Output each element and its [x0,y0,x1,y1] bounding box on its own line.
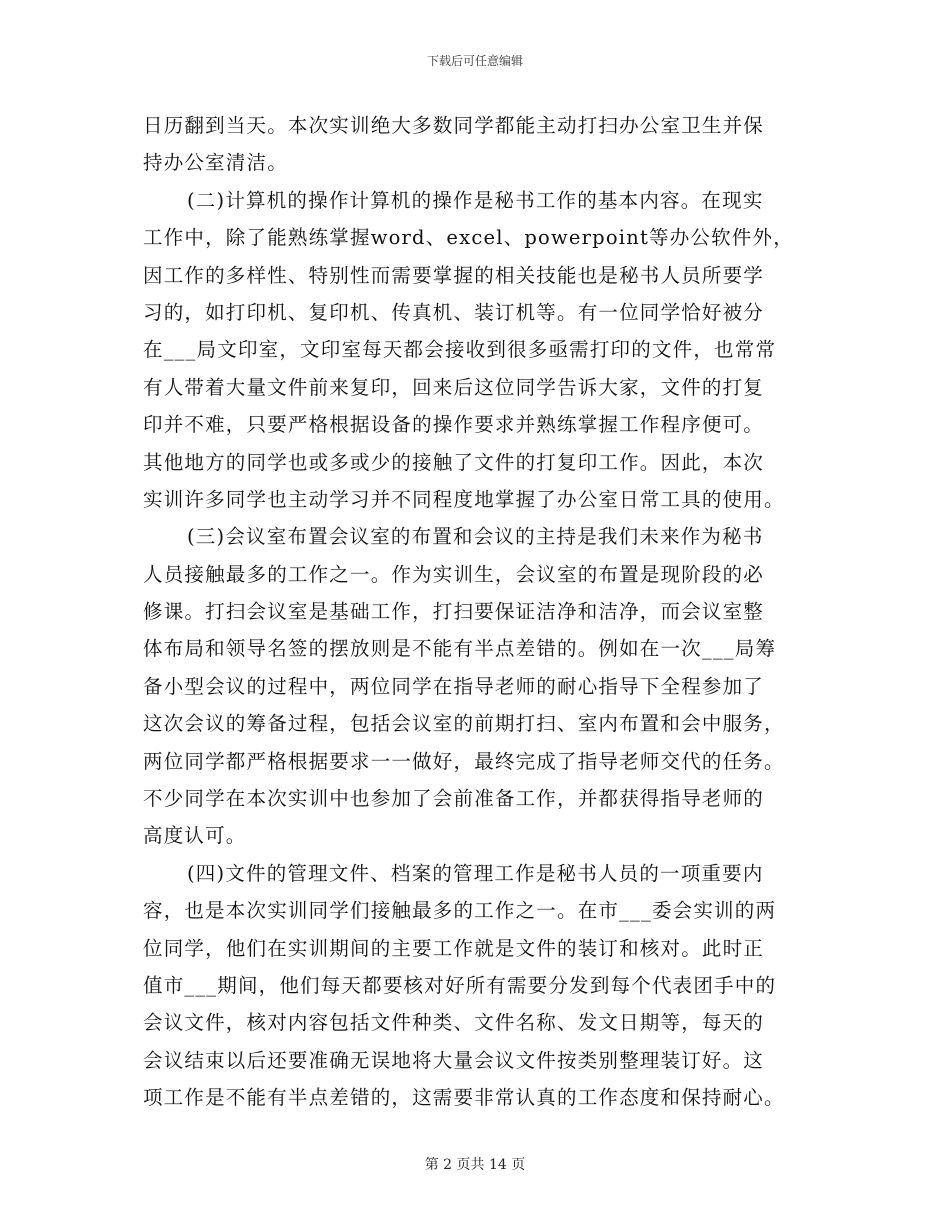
text-line: 值市___期间，他们每天都要核对好所有需要分发到每个代表团手中的 [143,973,777,997]
page-footer: 第 2 页共 14 页 [424,1157,526,1173]
text-line: 在___局文印室，文印室每天都会接收到很多亟需打印的文件，也常常 [143,338,777,362]
text-line: 备小型会议的过程中，两位同学在指导老师的耐心指导下全程参加了 [143,674,765,698]
text-line: (二)计算机的操作计算机的操作是秘书工作的基本内容。在现实 [187,188,764,212]
text-line: 这次会议的筹备过程，包括会议室的前期打扫、室内布置和会中服务， [143,712,785,736]
text-line: 印并不难，只要严格根据设备的操作要求并熟练掌握工作程序便可。 [143,413,765,437]
text-line: 其他地方的同学也或多或少的接触了文件的打复印工作。因此，本次 [143,450,765,474]
text-line: (四)文件的管理文件、档案的管理工作是秘书人员的一项重要内 [187,861,764,885]
text-line: 项工作是不能有半点差错的，这需要非常认真的工作态度和保持耐心。 [143,1086,785,1110]
text-line: 人员接触最多的工作之一。作为实训生，会议室的布置是现阶段的必 [143,562,765,586]
text-line: 实训许多同学也主动学习并不同程度地掌握了办公室日常工具的使用。 [143,487,785,511]
text-line: 工作中，除了能熟练掌握word、excel、powerpoint等办公软件外， [143,226,794,250]
text-line: 会议文件，核对内容包括文件种类、文件名称、发文日期等，每天的 [143,1011,765,1035]
text-line: 会议结束以后还要准确无误地将大量会议文件按类别整理装订好。这 [143,1048,765,1072]
text-line: 修课。打扫会议室是基础工作，打扫要保证洁净和洁净，而会议室整 [143,600,765,624]
text-line: 不少同学在本次实训中也参加了会前准备工作，并都获得指导老师的 [143,787,765,811]
text-line: (三)会议室布置会议室的布置和会议的主持是我们未来作为秘书 [187,525,764,549]
page-header: 下载后可任意编辑 [426,54,523,68]
text-line: 因工作的多样性、特别性而需要掌握的相关技能也是秘书人员所要学 [143,263,765,287]
text-line: 日历翻到当天。本次实训绝大多数同学都能主动打扫办公室卫生并保 [143,114,765,137]
text-line: 习的，如打印机、复印机、传真机、装订机等。有一位同学恰好被分 [143,300,765,324]
text-line: 体布局和领导名签的摆放则是不能有半点差错的。例如在一次___局筹 [143,637,777,661]
text-line: 高度认可。 [143,824,247,848]
text-line: 持办公室清洁。 [143,151,288,175]
text-line: 位同学，他们在实训期间的主要工作就是文件的装订和核对。此时正 [143,936,765,960]
text-line: 有人带着大量文件前来复印，回来后这位同学告诉大家，文件的打复 [143,375,765,399]
document-body [143,107,811,1117]
text-line: 两位同学都严格根据要求一一做好，最终完成了指导老师交代的任务。 [143,749,785,773]
text-line: 容，也是本次实训同学们接触最多的工作之一。在市___委会实训的两 [143,899,777,923]
